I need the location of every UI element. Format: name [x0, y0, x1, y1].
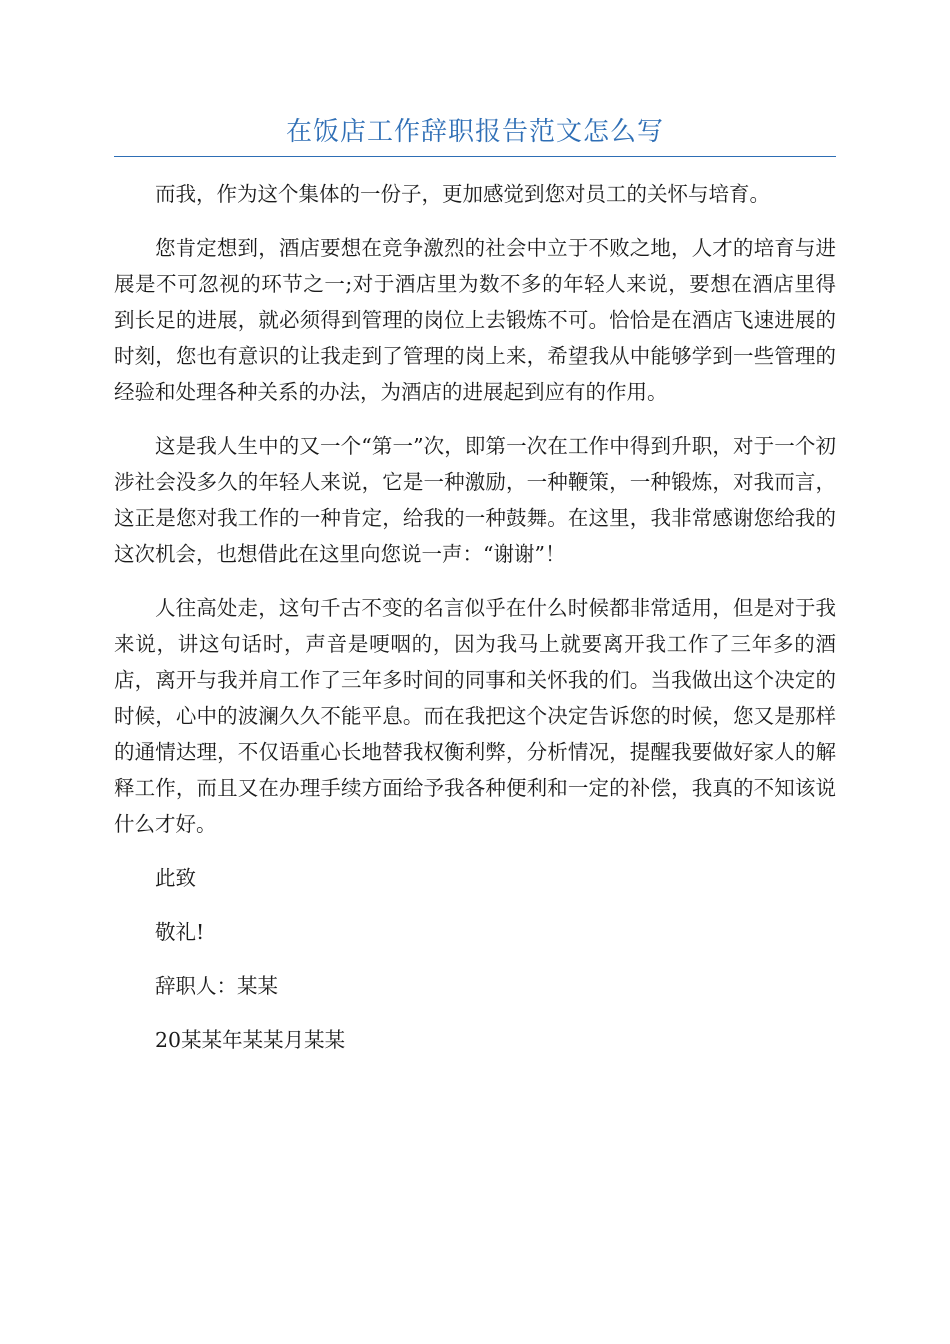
paragraph-4: 人往高处走，这句千古不变的名言似乎在什么时候都非常适用，但是对于我来说，讲这句话时，声音是哽咽的，因为我马上就要离开我工作了三年多的酒店，离开与我并肩工作了三年多时间的同事和关怀我的们。当我做出这个决定的时候，心中的波澜久久不能平息。而在我把这个决定告诉您的时候，您又是那样的通情达理，不仅语重心长地替我权衡利弊，分析情况，提醒我要做好家人的解释工作，而且又在办理手续方面给予我各种便利和一定的补偿，我真的不知该说什么才好。	[114, 596, 836, 836]
closing-salutation: 此致	[155, 866, 196, 890]
document-body	[114, 176, 836, 1076]
paragraph-1: 而我，作为这个集体的一份子，更加感觉到您对员工的关怀与培育。	[155, 182, 770, 206]
title-block	[114, 110, 836, 157]
page-title: 在饭店工作辞职报告范文怎么写	[285, 117, 664, 147]
paragraph-3: 这是我人生中的又一个“第一”次，即第一次在工作中得到升职，对于一个初涉社会没多久的年轻人来说，它是一种激励，一种鞭策，一种锻炼，对我而言，这正是您对我工作的一种肯定，给我的一种鼓舞。在这里，我非常感谢您给我的这次机会，也想借此在这里向您说一声：“谢谢”！	[114, 434, 836, 566]
paragraph-2: 您肯定想到，酒店要想在竞争激烈的社会中立于不败之地，人才的培育与进展是不可忽视的环节之一;对于酒店里为数不多的年轻人来说，要想在酒店里得到长足的进展，就必须得到管理的岗位上去锻炼不可。恰恰是在酒店飞速进展的时刻，您也有意识的让我走到了管理的岗上来，希望我从中能够学到一些管理的经验和处理各种关系的办法，为酒店的进展起到应有的作用。	[114, 236, 836, 404]
date-line: 20某某年某某月某某	[155, 1028, 346, 1052]
closing-regards: 敬礼!	[155, 920, 205, 944]
signer-line: 辞职人：某某	[155, 974, 278, 998]
